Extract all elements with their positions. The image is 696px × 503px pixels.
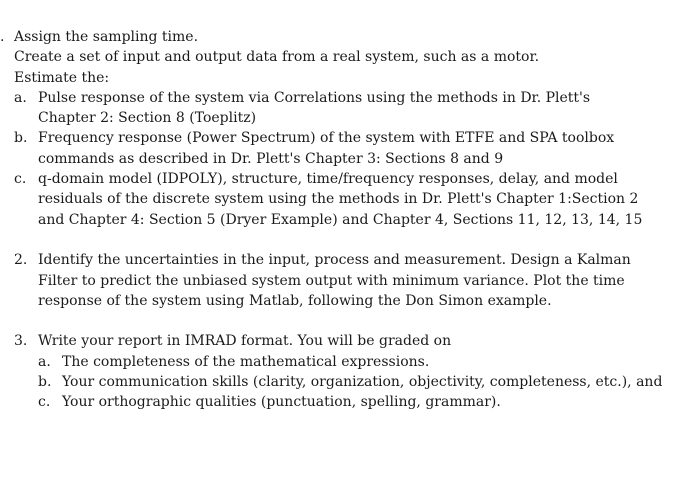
- item-1b-text: Frequency response (Power Spectrum) of the system with ETFE and SPA toolbox: [38, 130, 615, 147]
- item-1b-marker: b.: [14, 130, 28, 147]
- item-1c-line-3: and Chapter 4: Section 5 (Dryer Example) and Chapter 4, Sections 11, 12, 13, 14, 15: [38, 211, 643, 228]
- item-1c-line-1: [0, 169, 696, 189]
- item-1a-marker: a.: [14, 89, 27, 106]
- item-1-marker: .: [0, 29, 5, 45]
- item-3b-text: Your communication skills (clarity, organization, objectivity, completeness, etc.), and: [62, 374, 663, 391]
- item-3-text: Write your report in IMRAD format. You will be graded on: [38, 333, 452, 350]
- item-3a: [0, 352, 696, 372]
- item-3a-text: The completeness of the mathematical expressions.: [62, 353, 430, 370]
- item-1-line-3: Estimate the:: [14, 69, 110, 86]
- item-3-marker: 3.: [14, 333, 28, 350]
- item-3-line-1: [0, 331, 696, 351]
- item-1c-text: q-domain model (IDPOLY), structure, time/frequency responses, delay, and model: [38, 171, 618, 188]
- item-1c-marker: c.: [14, 171, 27, 188]
- item-3b: [0, 372, 696, 392]
- item-1b-line-2: commands as described in Dr. Plett's Chapter 3: Sections 8 and 9: [38, 150, 504, 167]
- item-2-line-1: [0, 250, 696, 270]
- item-1a-line-1: [0, 88, 696, 108]
- item-2-text: Identify the uncertainties in the input, process and measurement. Design a Kalman: [38, 252, 631, 269]
- assignment-document: [0, 27, 696, 413]
- item-2-marker: 2.: [14, 252, 28, 269]
- item-1-text: Assign the sampling time.: [14, 29, 199, 45]
- spacer: [0, 230, 696, 250]
- item-3c: [0, 392, 696, 412]
- item-1a-line-2: Chapter 2: Section 8 (Toeplitz): [38, 110, 257, 127]
- item-2-line-2: Filter to predict the unbiased system output with minimum variance. Plot the time: [38, 272, 625, 289]
- item-1b-line-1: [0, 128, 696, 148]
- item-1c-line-2: residuals of the discrete system using the methods in Dr. Plett's Chapter 1:Section 2: [38, 191, 639, 208]
- item-2-line-3: response of the system using Matlab, following the Don Simon example.: [38, 292, 552, 309]
- item-3b-marker: b.: [38, 374, 52, 391]
- item-3c-text: Your orthographic qualities (punctuation, spelling, grammar).: [62, 394, 501, 411]
- item-1-line-2: Create a set of input and output data from a real system, such as a motor.: [14, 49, 540, 66]
- item-3a-marker: a.: [38, 353, 51, 370]
- spacer: [0, 311, 696, 331]
- item-1a-text: Pulse response of the system via Correlations using the methods in Dr. Plett's: [38, 89, 591, 106]
- item-3c-marker: c.: [38, 394, 51, 411]
- item-1-line-1: [0, 27, 696, 47]
